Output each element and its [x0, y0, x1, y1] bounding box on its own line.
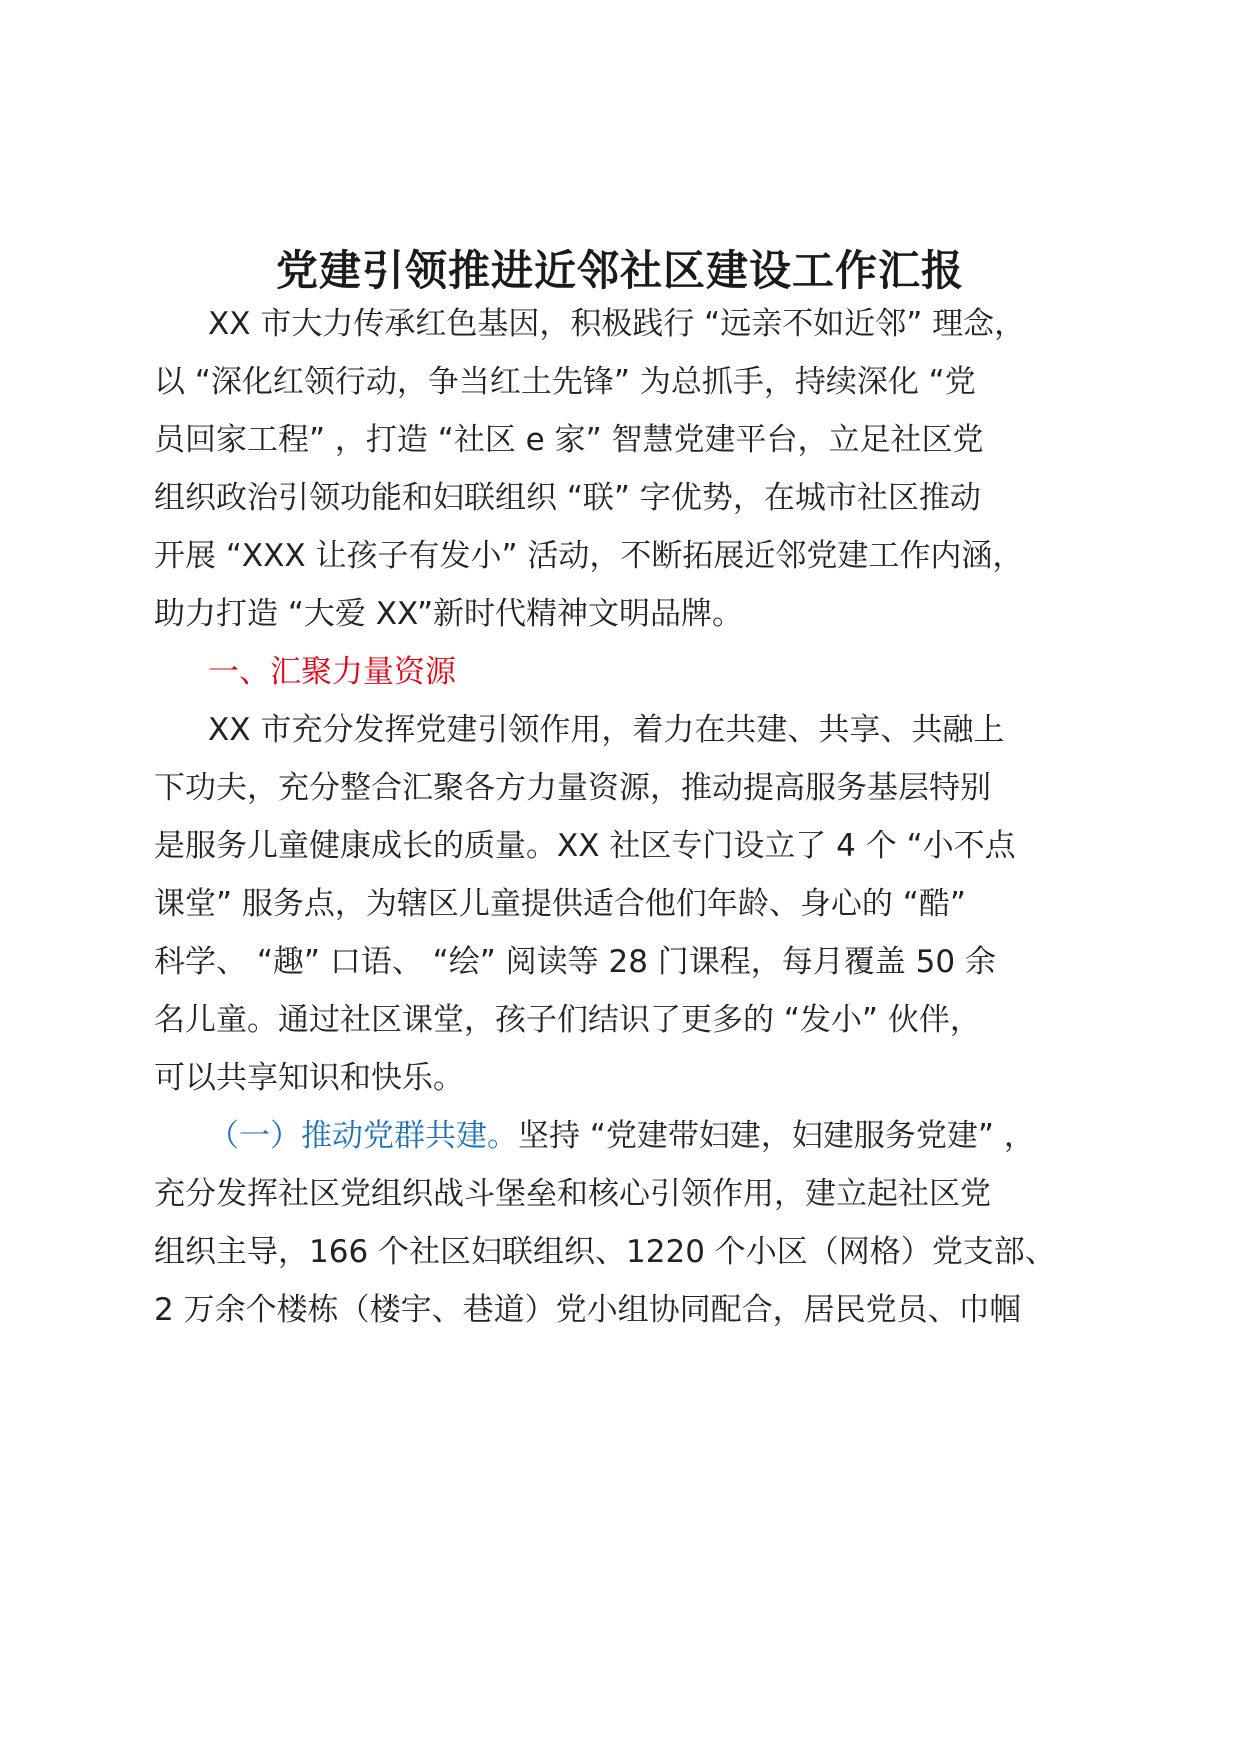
section-heading-1: 一、汇聚力量资源 — [208, 654, 456, 690]
section1-line-3: 是服务儿童健康成长的质量。XX 社区专门设立了 4 个 “小不点 — [154, 828, 1016, 864]
subsection1-line-4: 2 万余个楼栋（楼宇、巷道）党小组协同配合，居民党员、巾帼 — [154, 1292, 1021, 1328]
section1-line-6: 名儿童。通过社区课堂，孩子们结识了更多的 “发小” 伙伴， — [154, 1002, 981, 1038]
subsection1-line-3: 组织主导，166 个社区妇联组织、1220 个小区（网格）党支部、 — [154, 1234, 1056, 1270]
intro-line-5: 开展 “XXX 让孩子有发小” 活动，不断拓展近邻党建工作内涵， — [154, 538, 1024, 574]
intro-line-2: 以 “深化红领行动，争当红土先锋” 为总抓手，持续深化 “党 — [154, 364, 976, 400]
subsection1-line-1 — [208, 1116, 1114, 1156]
section1-line-2: 下功夫，充分整合汇聚各方力量资源，推动提高服务基层特别 — [154, 770, 991, 806]
intro-line-4: 组织政治引领功能和妇联组织 “联” 字优势，在城市社区推动 — [154, 480, 981, 516]
subsection1-line-2: 充分发挥社区党组织战斗堡垒和核心引领作用，建立起社区党 — [154, 1176, 991, 1212]
subsection-heading-1: （一）推动党群共建。 — [208, 1118, 518, 1154]
document-title: 党建引领推进近邻社区建设工作汇报 — [275, 246, 964, 295]
intro-line-3: 员回家工程” ，打造 “社区 e 家” 智慧党建平台，立足社区党 — [154, 422, 984, 458]
section1-line-7: 可以共享知识和快乐。 — [154, 1060, 464, 1096]
intro-line-6: 助力打造 “大爱 XX”新时代精神文明品牌。 — [154, 596, 744, 632]
section1-line-4: 课堂” 服务点，为辖区儿童提供适合他们年龄、身心的 “酷” — [154, 886, 966, 922]
section1-line-1: XX 市充分发挥党建引领作用，着力在共建、共享、共融上 — [208, 712, 1005, 748]
section1-line-5: 科学、 “趣” 口语、 “绘” 阅读等 28 门课程，每月覆盖 50 余 — [154, 944, 996, 980]
subsection1-line-1-text: 坚持 “党建带妇建，妇建服务党建” ， — [518, 1118, 1035, 1154]
intro-line-1: XX 市大力传承红色基因，积极践行 “远亲不如近邻” 理念， — [208, 306, 1026, 342]
